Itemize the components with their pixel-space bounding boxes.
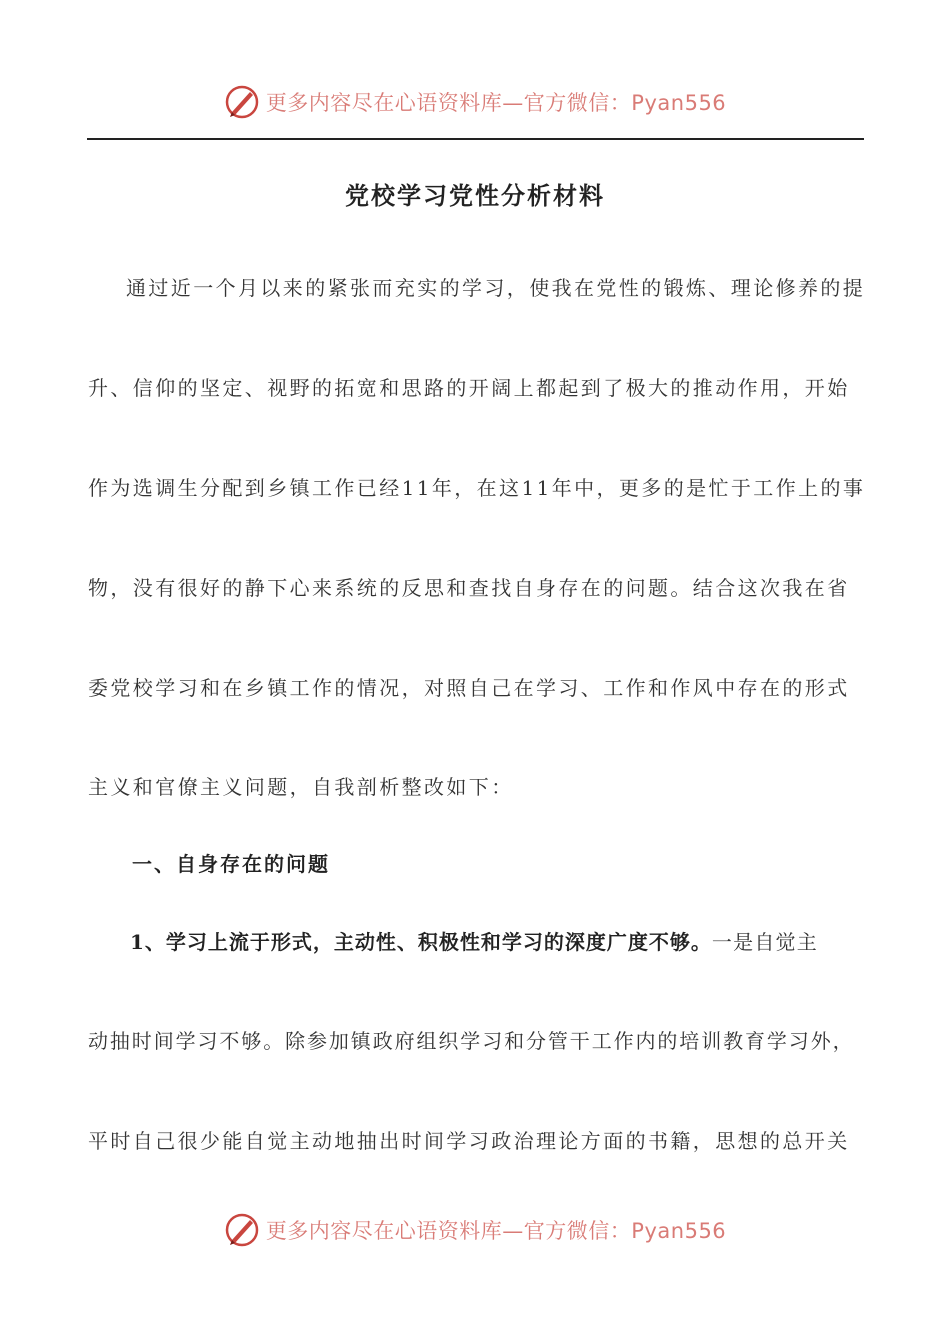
item-heading: 1、学习上流于形式，主动性、积极性和学习的深度广度不够。 bbox=[130, 930, 712, 954]
footer-banner bbox=[0, 1208, 950, 1252]
paragraph-line: 平时自己很少能自觉主动地抽出时间学习政治理论方面的书籍，思想的总开关 bbox=[88, 1129, 850, 1153]
paragraph-line: 动抽时间学习不够。除参加镇政府组织学习和分管干工作内的培训教育学习外， bbox=[88, 1029, 855, 1053]
banner-text: 更多内容尽在心语资料库—官方微信：Pyan556 bbox=[265, 1219, 727, 1243]
document-title: 党校学习党性分析材料 bbox=[345, 181, 605, 210]
header-banner bbox=[0, 80, 950, 124]
paragraph-line: 升、信仰的坚定、视野的拓宽和思路的开阔上都起到了极大的推动作用，开始 bbox=[88, 376, 850, 400]
section-heading: 一、自身存在的问题 bbox=[132, 852, 330, 876]
pen-circle-logo-icon bbox=[224, 1212, 260, 1248]
paragraph-line: 通过近一个月以来的紧张而充实的学习，使我在党性的锻炼、理论修养的提 bbox=[126, 276, 866, 300]
paragraph-line: 作为选调生分配到乡镇工作已经11年，在这11年中，更多的是忙于工作上的事 bbox=[88, 476, 866, 500]
paragraph-line: 主义和官僚主义问题，自我剖析整改如下： bbox=[88, 775, 514, 799]
header-divider bbox=[87, 138, 864, 140]
pen-circle-logo-icon bbox=[224, 84, 260, 120]
item-line bbox=[130, 926, 870, 955]
banner-text: 更多内容尽在心语资料库—官方微信：Pyan556 bbox=[265, 91, 727, 115]
item-text: 一是自觉主 bbox=[711, 930, 818, 954]
paragraph-line: 委党校学习和在乡镇工作的情况，对照自己在学习、工作和作风中存在的形式 bbox=[88, 676, 850, 700]
paragraph-line: 物，没有很好的静下心来系统的反思和查找自身存在的问题。结合这次我在省 bbox=[88, 576, 850, 600]
